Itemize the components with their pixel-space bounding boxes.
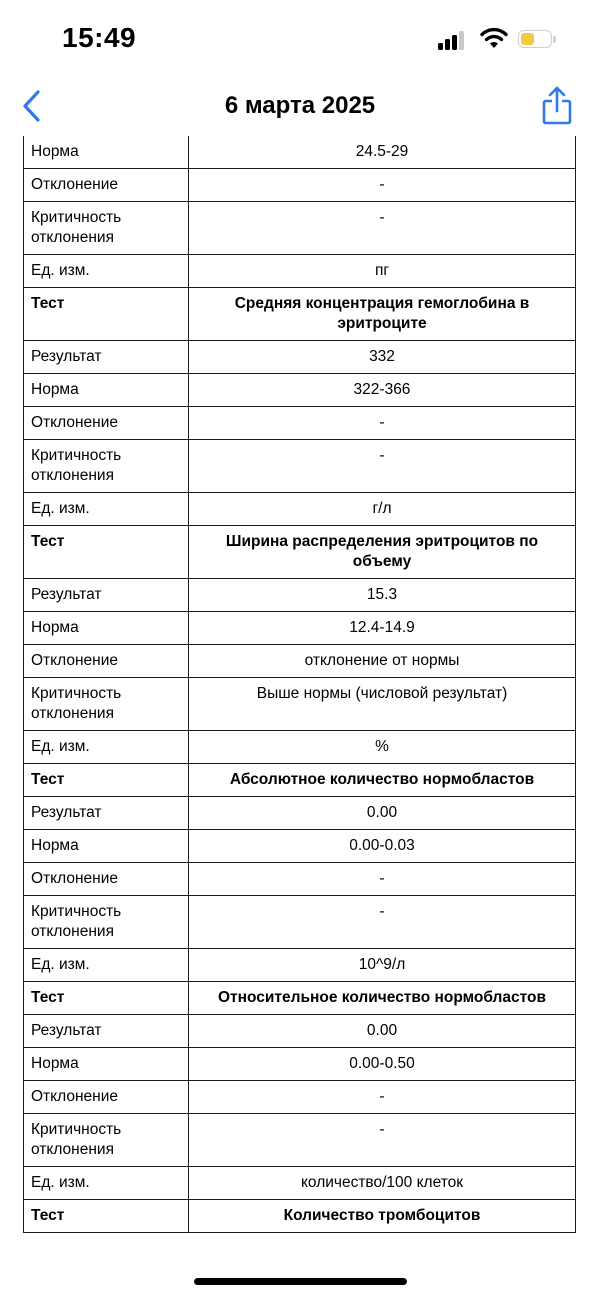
row-label: Отклонение	[24, 1081, 189, 1114]
row-label: Тест	[24, 982, 189, 1015]
row-value: Ширина распределения эритроцитов по объему	[189, 526, 576, 579]
table-row	[24, 896, 576, 949]
row-value: Относительное количество нормобластов	[189, 982, 576, 1015]
row-value: 0.00	[189, 797, 576, 830]
home-indicator[interactable]	[194, 1278, 407, 1285]
row-value: 0.00	[189, 1015, 576, 1048]
test-header-row	[24, 288, 576, 341]
row-value: г/л	[189, 493, 576, 526]
status-time: 15:49	[62, 22, 137, 53]
row-label: Отклонение	[24, 169, 189, 202]
table-row	[24, 863, 576, 896]
table-row	[24, 1167, 576, 1200]
test-header-row	[24, 526, 576, 579]
table-row	[24, 136, 576, 169]
row-label: Критичность отклонения	[24, 896, 189, 949]
row-label: Норма	[24, 374, 189, 407]
row-label: Отклонение	[24, 407, 189, 440]
row-label: Тест	[24, 764, 189, 797]
row-label: Норма	[24, 830, 189, 863]
row-value: -	[189, 1081, 576, 1114]
table-row	[24, 169, 576, 202]
row-label: Тест	[24, 288, 189, 341]
row-label: Критичность отклонения	[24, 440, 189, 493]
row-value: 0.00-0.03	[189, 830, 576, 863]
row-value: пг	[189, 255, 576, 288]
row-value: 24.5-29	[189, 136, 576, 169]
row-label: Ед. изм.	[24, 949, 189, 982]
row-label: Результат	[24, 579, 189, 612]
row-value: Количество тромбоцитов	[189, 1200, 576, 1233]
table-row	[24, 493, 576, 526]
lab-results-table	[23, 136, 577, 1233]
row-label: Ед. изм.	[24, 255, 189, 288]
wifi-icon	[479, 27, 509, 49]
share-icon[interactable]	[540, 84, 574, 128]
row-value: 0.00-0.50	[189, 1048, 576, 1081]
table-row	[24, 1048, 576, 1081]
cellular-signal-icon	[438, 30, 466, 50]
row-label: Результат	[24, 341, 189, 374]
row-value: -	[189, 1114, 576, 1167]
row-value: Абсолютное количество нормобластов	[189, 764, 576, 797]
table-row	[24, 830, 576, 863]
navigation-bar	[0, 80, 600, 136]
row-label: Отклонение	[24, 645, 189, 678]
table-row	[24, 202, 576, 255]
table-row	[24, 1081, 576, 1114]
table-row	[24, 1114, 576, 1167]
row-value: -	[189, 202, 576, 255]
battery-icon	[518, 30, 556, 50]
table-row	[24, 341, 576, 374]
table-row	[24, 797, 576, 830]
test-header-row	[24, 764, 576, 797]
row-value: отклонение от нормы	[189, 645, 576, 678]
table-row	[24, 731, 576, 764]
row-value: -	[189, 896, 576, 949]
table-row	[24, 579, 576, 612]
row-label: Результат	[24, 797, 189, 830]
row-label: Ед. изм.	[24, 493, 189, 526]
table-row	[24, 1015, 576, 1048]
table-row	[24, 645, 576, 678]
table-row	[24, 612, 576, 645]
row-label: Критичность отклонения	[24, 678, 189, 731]
row-label: Норма	[24, 612, 189, 645]
row-value: 15.3	[189, 579, 576, 612]
test-header-row	[24, 982, 576, 1015]
page-title: 6 марта 2025	[224, 92, 376, 119]
row-value: Средняя концентрация гемоглобина в эритроците	[189, 288, 576, 341]
table-row	[24, 440, 576, 493]
row-label: Результат	[24, 1015, 189, 1048]
row-value: -	[189, 863, 576, 896]
row-label: Норма	[24, 136, 189, 169]
row-value: количество/100 клеток	[189, 1167, 576, 1200]
row-value: Выше нормы (числовой результат)	[189, 678, 576, 731]
row-label: Критичность отклонения	[24, 1114, 189, 1167]
table-row	[24, 407, 576, 440]
row-label: Тест	[24, 1200, 189, 1233]
row-value: %	[189, 731, 576, 764]
row-value: 332	[189, 341, 576, 374]
test-header-row	[24, 1200, 576, 1233]
row-label: Норма	[24, 1048, 189, 1081]
row-label: Критичность отклонения	[24, 202, 189, 255]
row-value: -	[189, 169, 576, 202]
status-bar	[0, 0, 600, 80]
row-label: Ед. изм.	[24, 731, 189, 764]
row-value: 322-366	[189, 374, 576, 407]
row-value: 12.4-14.9	[189, 612, 576, 645]
row-value: 10^9/л	[189, 949, 576, 982]
row-label: Ед. изм.	[24, 1167, 189, 1200]
table-row	[24, 949, 576, 982]
table-row	[24, 678, 576, 731]
row-label: Отклонение	[24, 863, 189, 896]
table-row	[24, 255, 576, 288]
row-value: -	[189, 440, 576, 493]
row-value: -	[189, 407, 576, 440]
table-row	[24, 374, 576, 407]
row-label: Тест	[24, 526, 189, 579]
